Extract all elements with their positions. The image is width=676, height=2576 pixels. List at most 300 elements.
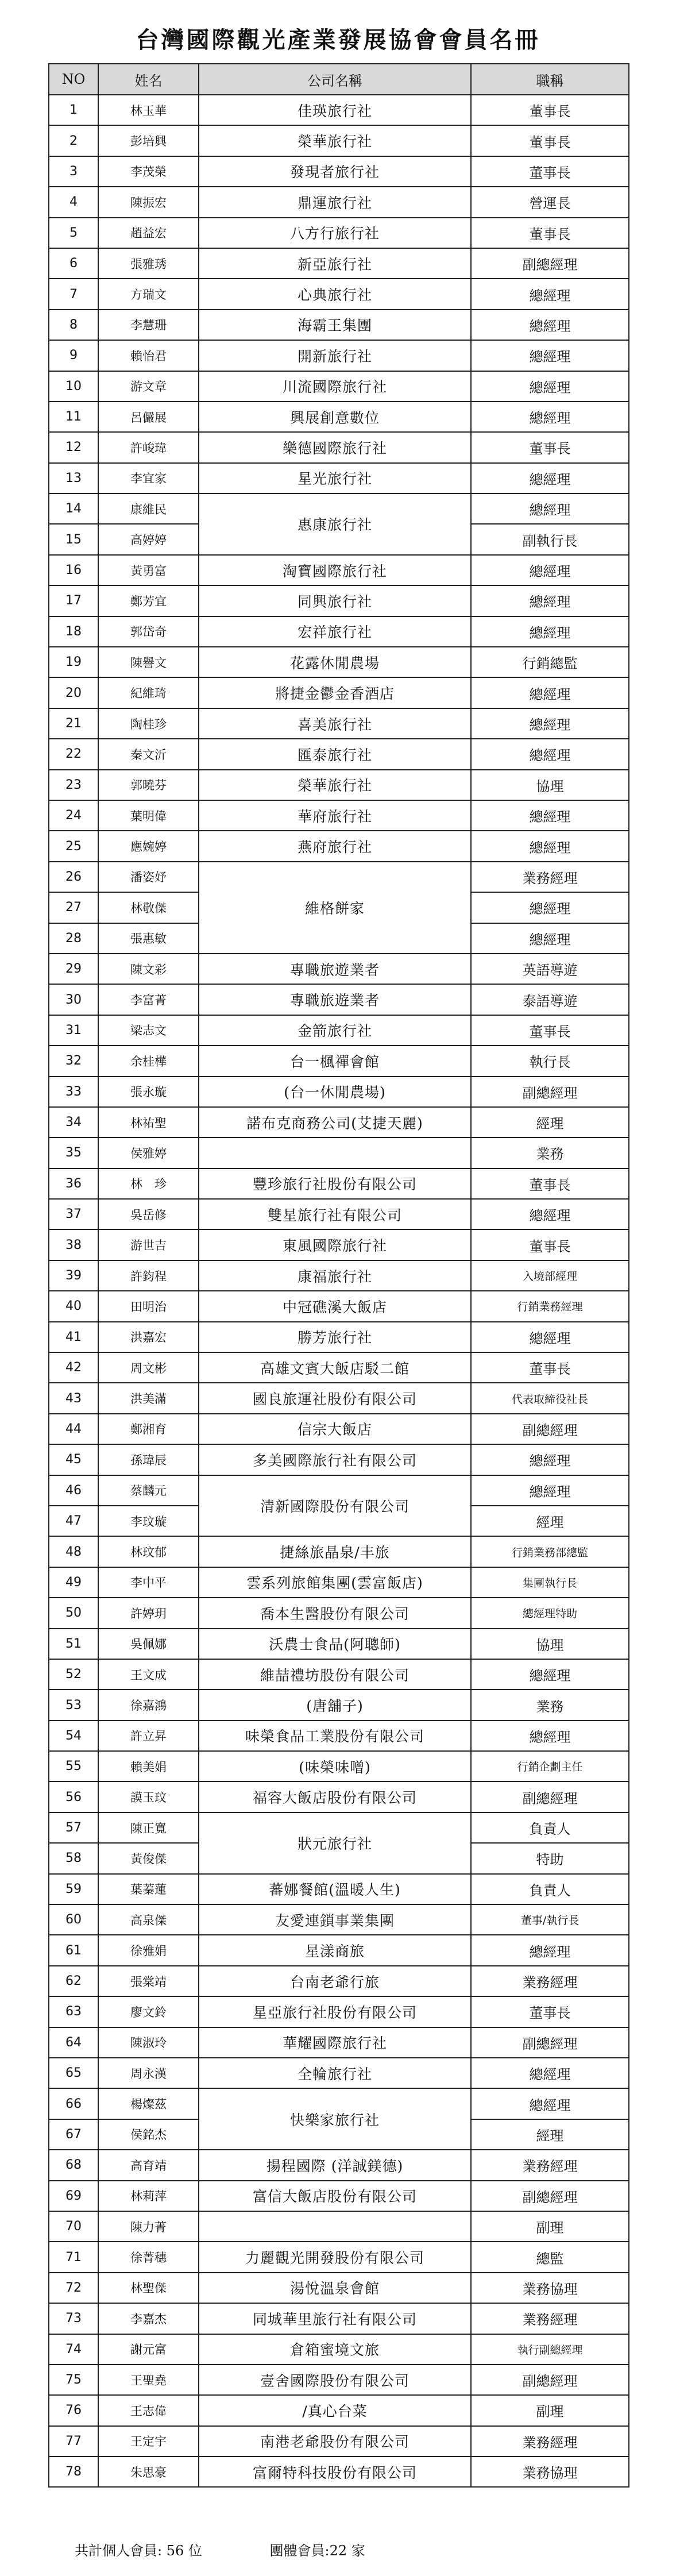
row-number: 61 — [49, 1935, 98, 1965]
table-row — [49, 708, 629, 739]
member-name: 李中平 — [98, 1567, 199, 1598]
company-name: 富信大飯店股份有限公司 — [199, 2181, 471, 2211]
job-title: 總經理 — [471, 402, 629, 432]
company-name: 味榮食品工業股份有限公司 — [199, 1721, 471, 1751]
row-number: 42 — [49, 1352, 98, 1383]
row-number: 74 — [49, 2334, 98, 2365]
job-title: 業務 — [471, 1137, 629, 1168]
row-number: 52 — [49, 1659, 98, 1690]
member-name: 鄭湘育 — [98, 1414, 199, 1444]
job-title: 行銷總監 — [471, 647, 629, 677]
job-title: 總經理 — [471, 677, 629, 708]
member-name: 鄭芳宜 — [98, 585, 199, 616]
job-title: 董事長 — [471, 125, 629, 156]
job-title: 集團執行長 — [471, 1567, 629, 1598]
member-name: 林玉華 — [98, 95, 199, 125]
job-title: 副總經理 — [471, 1077, 629, 1107]
member-name: 洪嘉宏 — [98, 1322, 199, 1352]
member-name: 陶桂珍 — [98, 708, 199, 739]
job-title: 負責人 — [471, 1813, 629, 1843]
member-name: 王文成 — [98, 1659, 199, 1690]
table-row — [49, 2150, 629, 2180]
job-title: 副總經理 — [471, 248, 629, 279]
company-name: 福容大飯店股份有限公司 — [199, 1781, 471, 1812]
member-name: 林莉萍 — [98, 2181, 199, 2211]
job-title: 總經理 — [471, 831, 629, 861]
row-number: 47 — [49, 1506, 98, 1536]
table-row — [49, 1077, 629, 1107]
job-title: 總經理 — [471, 800, 629, 831]
member-name: 郭曉芬 — [98, 770, 199, 800]
row-number: 14 — [49, 493, 98, 524]
member-name: 張雅琇 — [98, 248, 199, 279]
job-title: 經理 — [471, 2119, 629, 2150]
member-name: 黃勇富 — [98, 555, 199, 585]
row-number: 68 — [49, 2150, 98, 2180]
company-name: 東風國際旅行社 — [199, 1229, 471, 1260]
job-title: 業務經理 — [471, 2426, 629, 2457]
row-number: 8 — [49, 310, 98, 340]
row-number: 17 — [49, 585, 98, 616]
row-number: 60 — [49, 1904, 98, 1935]
job-title: 董事長 — [471, 1352, 629, 1383]
table-row — [49, 1169, 629, 1199]
member-name: 陳淑玲 — [98, 2027, 199, 2058]
company-name: 蕃娜餐館(溫暖人生) — [199, 1874, 471, 1904]
job-title: 董事長 — [471, 432, 629, 462]
member-name: 周文彬 — [98, 1352, 199, 1383]
job-title: 協理 — [471, 1629, 629, 1659]
member-table — [48, 63, 629, 2488]
job-title: 總經理 — [471, 2088, 629, 2119]
table-row — [49, 585, 629, 616]
member-name: 林敬傑 — [98, 892, 199, 923]
job-title: 副總經理 — [471, 2181, 629, 2211]
row-number: 10 — [49, 371, 98, 402]
table-row — [49, 1444, 629, 1475]
member-name: 陳振宏 — [98, 187, 199, 217]
row-number: 57 — [49, 1813, 98, 1843]
member-name: 賴美娟 — [98, 1751, 199, 1781]
row-number: 59 — [49, 1874, 98, 1904]
company-name: 燕府旅行社 — [199, 831, 471, 861]
row-number: 71 — [49, 2242, 98, 2272]
row-number: 22 — [49, 739, 98, 769]
row-number: 62 — [49, 1966, 98, 1996]
job-title: 總經理 — [471, 1659, 629, 1690]
company-name: 佳瑛旅行社 — [199, 95, 471, 125]
member-name: 楊燦茲 — [98, 2088, 199, 2119]
job-title: 總經理 — [471, 493, 629, 524]
member-name: 陳譽文 — [98, 647, 199, 677]
table-row — [49, 770, 629, 800]
member-name: 林玟郁 — [98, 1536, 199, 1567]
company-name: 捷絲旅晶泉/丰旅 — [199, 1536, 471, 1567]
member-name: 洪美滿 — [98, 1383, 199, 1413]
job-title: 總經理 — [471, 892, 629, 923]
table-row — [49, 1137, 629, 1168]
row-number: 30 — [49, 984, 98, 1015]
row-number: 56 — [49, 1781, 98, 1812]
table-row — [49, 279, 629, 309]
job-title: 總經理 — [471, 279, 629, 309]
company-name: 星漾商旅 — [199, 1935, 471, 1965]
row-number: 31 — [49, 1015, 98, 1046]
company-name: 揚程國際 (洋誠鎂德) — [199, 2150, 471, 2180]
company-name: 鼎運旅行社 — [199, 187, 471, 217]
row-number: 76 — [49, 2395, 98, 2425]
job-title: 總經理 — [471, 1475, 629, 1506]
table-row — [49, 493, 629, 524]
company-name: 諾布克商務公司(艾捷天麗) — [199, 1107, 471, 1137]
job-title: 總經理 — [471, 1322, 629, 1352]
row-number: 54 — [49, 1721, 98, 1751]
row-number: 37 — [49, 1199, 98, 1229]
company-name: 海霸王集團 — [199, 310, 471, 340]
header-name: 姓名 — [98, 64, 199, 95]
table-row — [49, 2088, 629, 2119]
member-name: 呂儼展 — [98, 402, 199, 432]
table-row — [49, 862, 629, 892]
company-name: /真心台菜 — [199, 2395, 471, 2425]
table-row — [49, 2365, 629, 2395]
company-name: 友愛連鎖事業集團 — [199, 1904, 471, 1935]
table-row — [49, 1966, 629, 1996]
row-number: 9 — [49, 340, 98, 371]
member-name: 吳佩娜 — [98, 1629, 199, 1659]
job-title: 總經理 — [471, 555, 629, 585]
company-name: 壹舍國際股份有限公司 — [199, 2365, 471, 2395]
row-number: 38 — [49, 1229, 98, 1260]
row-number: 32 — [49, 1046, 98, 1076]
member-name: 李宜家 — [98, 463, 199, 493]
table-row — [49, 555, 629, 585]
individual-member-count: 共計個人會員: 56 位 — [75, 2543, 202, 2559]
row-number: 16 — [49, 555, 98, 585]
company-name: 榮華旅行社 — [199, 125, 471, 156]
row-number: 4 — [49, 187, 98, 217]
job-title: 業務 — [471, 1690, 629, 1720]
company-name: 八方行旅行社 — [199, 218, 471, 248]
row-number: 63 — [49, 1996, 98, 2027]
table-row — [49, 677, 629, 708]
table-body — [49, 95, 629, 2487]
table-row — [49, 187, 629, 217]
table-row — [49, 1813, 629, 1843]
company-name: 雙星旅行社有限公司 — [199, 1199, 471, 1229]
job-title: 董事長 — [471, 1015, 629, 1046]
member-name: 侯銘杰 — [98, 2119, 199, 2150]
company-name: 狀元旅行社 — [199, 1813, 471, 1874]
member-name: 黃俊傑 — [98, 1843, 199, 1873]
member-name: 許鈞程 — [98, 1260, 199, 1291]
table-row — [49, 402, 629, 432]
job-title: 副理 — [471, 2211, 629, 2242]
job-title: 負責人 — [471, 1874, 629, 1904]
table-row — [49, 156, 629, 187]
company-name: 惠康旅行社 — [199, 493, 471, 555]
company-name: 力麗觀光開發股份有限公司 — [199, 2242, 471, 2272]
row-number: 12 — [49, 432, 98, 462]
company-name: 川流國際旅行社 — [199, 371, 471, 402]
member-name: 吳岳修 — [98, 1199, 199, 1229]
member-name: 應婉婷 — [98, 831, 199, 861]
member-name: 張惠敏 — [98, 923, 199, 954]
company-name: 維格餅家 — [199, 862, 471, 954]
table-row — [49, 1781, 629, 1812]
member-name: 謨玉玟 — [98, 1781, 199, 1812]
company-name: 康福旅行社 — [199, 1260, 471, 1291]
row-number: 18 — [49, 616, 98, 647]
table-row — [49, 2058, 629, 2088]
company-name: (台一休閒農場) — [199, 1077, 471, 1107]
member-name: 潘姿妤 — [98, 862, 199, 892]
member-name: 方瑞文 — [98, 279, 199, 309]
job-title: 董事/執行長 — [471, 1904, 629, 1935]
company-name: 信宗大飯店 — [199, 1414, 471, 1444]
row-number: 55 — [49, 1751, 98, 1781]
row-number: 41 — [49, 1322, 98, 1352]
company-name: 新亞旅行社 — [199, 248, 471, 279]
table-row — [49, 1414, 629, 1444]
company-name: 發現者旅行社 — [199, 156, 471, 187]
row-number: 3 — [49, 156, 98, 187]
company-name: 專職旅遊業者 — [199, 984, 471, 1015]
row-number: 6 — [49, 248, 98, 279]
company-name: 中冠礁溪大飯店 — [199, 1291, 471, 1321]
job-title: 特助 — [471, 1843, 629, 1873]
company-name: 淘寶國際旅行社 — [199, 555, 471, 585]
member-name: 王定宇 — [98, 2426, 199, 2457]
company-name: 倉箱蜜境文旅 — [199, 2334, 471, 2365]
job-title: 行銷業務部總監 — [471, 1536, 629, 1567]
table-row — [49, 2181, 629, 2211]
company-name: 星光旅行社 — [199, 463, 471, 493]
job-title: 業務協理 — [471, 2457, 629, 2487]
row-number: 75 — [49, 2365, 98, 2395]
member-name: 梁志文 — [98, 1015, 199, 1046]
row-number: 70 — [49, 2211, 98, 2242]
company-name — [199, 1137, 471, 1168]
table-row — [49, 2027, 629, 2058]
table-row — [49, 2395, 629, 2425]
job-title: 總經理 — [471, 1444, 629, 1475]
job-title: 總經理 — [471, 616, 629, 647]
row-number: 48 — [49, 1536, 98, 1567]
row-number: 43 — [49, 1383, 98, 1413]
row-number: 26 — [49, 862, 98, 892]
job-title: 入境部經理 — [471, 1260, 629, 1291]
member-name: 廖文鈴 — [98, 1996, 199, 2027]
company-name: 全輪旅行社 — [199, 2058, 471, 2088]
table-row — [49, 1996, 629, 2027]
job-title: 董事長 — [471, 95, 629, 125]
table-row — [49, 2273, 629, 2303]
row-number: 13 — [49, 463, 98, 493]
job-title: 泰語導遊 — [471, 984, 629, 1015]
member-name: 侯雅婷 — [98, 1137, 199, 1168]
job-title: 總經理 — [471, 310, 629, 340]
row-number: 65 — [49, 2058, 98, 2088]
job-title: 總經理 — [471, 585, 629, 616]
company-name: 台一楓禪會館 — [199, 1046, 471, 1076]
row-number: 36 — [49, 1169, 98, 1199]
member-name: 郭岱奇 — [98, 616, 199, 647]
table-row — [49, 2457, 629, 2487]
table-row — [49, 1107, 629, 1137]
table-row — [49, 310, 629, 340]
job-title: 董事長 — [471, 1996, 629, 2027]
company-name: 開新旅行社 — [199, 340, 471, 371]
table-row — [49, 1229, 629, 1260]
member-name: 陳文彩 — [98, 954, 199, 984]
job-title: 董事長 — [471, 218, 629, 248]
company-name: 喬本生醫股份有限公司 — [199, 1598, 471, 1628]
table-row — [49, 248, 629, 279]
member-name: 徐嘉鴻 — [98, 1690, 199, 1720]
table-row — [49, 1935, 629, 1965]
table-row — [49, 1659, 629, 1690]
group-member-count: 團體會員:22 家 — [269, 2543, 365, 2559]
row-number: 46 — [49, 1475, 98, 1506]
company-name: 豐珍旅行社股份有限公司 — [199, 1169, 471, 1199]
row-number: 67 — [49, 2119, 98, 2150]
job-title: 總監 — [471, 2242, 629, 2272]
company-name: 樂德國際旅行社 — [199, 432, 471, 462]
company-name: 台南老爺行旅 — [199, 1966, 471, 1996]
job-title: 總經理特助 — [471, 1598, 629, 1628]
job-title: 協理 — [471, 770, 629, 800]
member-name: 許峻瑋 — [98, 432, 199, 462]
row-number: 28 — [49, 923, 98, 954]
member-name: 李富菁 — [98, 984, 199, 1015]
member-name: 王聖堯 — [98, 2365, 199, 2395]
member-name: 陳力菁 — [98, 2211, 199, 2242]
member-name: 孫瑋辰 — [98, 1444, 199, 1475]
row-number: 2 — [49, 125, 98, 156]
company-name: 多美國際旅行社有限公司 — [199, 1444, 471, 1475]
job-title: 總經理 — [471, 340, 629, 371]
company-name: 同城華里旅行社有限公司 — [199, 2303, 471, 2334]
company-name: (味榮味噌) — [199, 1751, 471, 1781]
company-name: 花露休閒農場 — [199, 647, 471, 677]
company-name: 富爾特科技股份有限公司 — [199, 2457, 471, 2487]
member-name: 賴怡君 — [98, 340, 199, 371]
row-number: 39 — [49, 1260, 98, 1291]
member-name: 許婷玥 — [98, 1598, 199, 1628]
member-name: 蔡麟元 — [98, 1475, 199, 1506]
company-name: 興展創意數位 — [199, 402, 471, 432]
row-number: 24 — [49, 800, 98, 831]
job-title: 行銷業務經理 — [471, 1291, 629, 1321]
table-row — [49, 2426, 629, 2457]
row-number: 34 — [49, 1107, 98, 1137]
row-number: 45 — [49, 1444, 98, 1475]
job-title: 代表取締役社長 — [471, 1383, 629, 1413]
member-name: 彭培興 — [98, 125, 199, 156]
company-name: 沃農士食品(阿聰師) — [199, 1629, 471, 1659]
table-row — [49, 2334, 629, 2365]
job-title: 副理 — [471, 2395, 629, 2425]
member-name: 林祐聖 — [98, 1107, 199, 1137]
row-number: 23 — [49, 770, 98, 800]
row-number: 1 — [49, 95, 98, 125]
job-title: 總經理 — [471, 463, 629, 493]
company-name: 南港老爺股份有限公司 — [199, 2426, 471, 2457]
company-name: 高雄文賓大飯店駁二館 — [199, 1352, 471, 1383]
row-number: 73 — [49, 2303, 98, 2334]
member-name: 朱思豪 — [98, 2457, 199, 2487]
row-number: 35 — [49, 1137, 98, 1168]
table-row — [49, 2211, 629, 2242]
job-title: 總經理 — [471, 739, 629, 769]
member-name: 謝元富 — [98, 2334, 199, 2365]
table-row — [49, 463, 629, 493]
table-row — [49, 1352, 629, 1383]
row-number: 51 — [49, 1629, 98, 1659]
company-name: 星亞旅行社股份有限公司 — [199, 1996, 471, 2027]
member-name: 康維民 — [98, 493, 199, 524]
header-company: 公司名稱 — [199, 64, 471, 95]
row-number: 29 — [49, 954, 98, 984]
job-title: 副總經理 — [471, 2027, 629, 2058]
company-name: 湯悅溫泉會館 — [199, 2273, 471, 2303]
job-title: 業務經理 — [471, 2150, 629, 2180]
header-role: 職稱 — [471, 64, 629, 95]
job-title: 行銷企劃主任 — [471, 1751, 629, 1781]
member-name: 許立昇 — [98, 1721, 199, 1751]
table-row — [49, 1322, 629, 1352]
table-row — [49, 1015, 629, 1046]
member-name: 游世吉 — [98, 1229, 199, 1260]
member-name: 游文章 — [98, 371, 199, 402]
row-number: 50 — [49, 1598, 98, 1628]
job-title: 總經理 — [471, 2058, 629, 2088]
company-name: (唐舖子) — [199, 1690, 471, 1720]
row-number: 69 — [49, 2181, 98, 2211]
table-row — [49, 1721, 629, 1751]
company-name: 勝芳旅行社 — [199, 1322, 471, 1352]
company-name: 華耀國際旅行社 — [199, 2027, 471, 2058]
job-title: 經理 — [471, 1107, 629, 1137]
table-row — [49, 800, 629, 831]
job-title: 營運長 — [471, 187, 629, 217]
job-title: 業務經理 — [471, 1966, 629, 1996]
member-name: 徐菁穗 — [98, 2242, 199, 2272]
table-row — [49, 1629, 629, 1659]
table-row — [49, 432, 629, 462]
member-name: 李茂榮 — [98, 156, 199, 187]
table-row — [49, 1199, 629, 1229]
row-number: 58 — [49, 1843, 98, 1873]
company-name: 榮華旅行社 — [199, 770, 471, 800]
table-row — [49, 954, 629, 984]
row-number: 53 — [49, 1690, 98, 1720]
table-row — [49, 1536, 629, 1567]
row-number: 64 — [49, 2027, 98, 2058]
member-name: 葉蓁蓮 — [98, 1874, 199, 1904]
member-name: 徐雅娟 — [98, 1935, 199, 1965]
company-name: 匯泰旅行社 — [199, 739, 471, 769]
row-number: 78 — [49, 2457, 98, 2487]
job-title: 總經理 — [471, 371, 629, 402]
table-row — [49, 1904, 629, 1935]
job-title: 經理 — [471, 1506, 629, 1536]
company-name: 國良旅運社股份有限公司 — [199, 1383, 471, 1413]
row-number: 25 — [49, 831, 98, 861]
table-row — [49, 739, 629, 769]
member-name: 林聖傑 — [98, 2273, 199, 2303]
